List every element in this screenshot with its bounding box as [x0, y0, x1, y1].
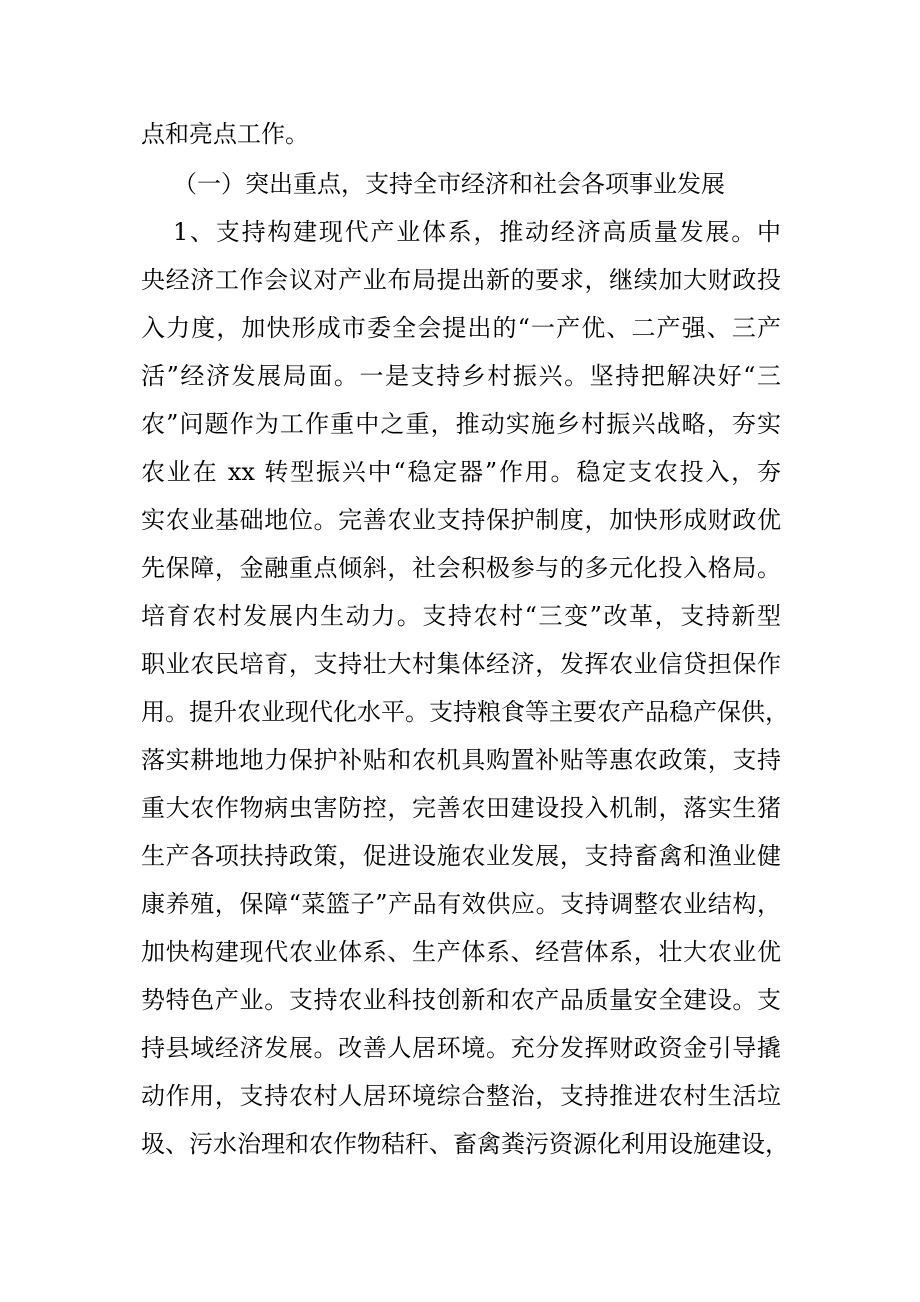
paragraph-line-14: 落实耕地地力保护补贴和农机具购置补贴等惠农政策，支持: [141, 746, 781, 774]
paragraph-line-16: 生产各项扶持政策，促进设施农业发展，支持畜禽和渔业健: [141, 842, 781, 870]
paragraph-line-11: 培育农村发展内生动力。支持农村“三变”改革，支持新型: [141, 602, 781, 630]
paragraph-line-13: 用。提升农业现代化水平。支持粮食等主要农产品稳产保供，: [141, 698, 789, 726]
paragraph-line-21: 动作用，支持农村人居环境综合整治，支持推进农村生活垃: [141, 1082, 781, 1110]
paragraph-line-18: 加快构建现代农业体系、生产体系、经营体系，壮大农业优: [141, 938, 781, 966]
paragraph-line-20: 持县域经济发展。改善人居环境。充分发挥财政资金引导撬: [141, 1034, 781, 1062]
paragraph-line-1: 点和亮点工作。: [141, 120, 309, 148]
paragraph-line-4: 央经济工作会议对产业布局提出新的要求，继续加大财政投: [141, 266, 781, 294]
paragraph-line-15: 重大农作物病虫害防控，完善农田建设投入机制，落实生猪: [141, 794, 781, 822]
paragraph-line-22: 圾、污水治理和农作物秸秆、畜禽粪污资源化利用设施建设，: [141, 1130, 789, 1158]
paragraph-line-12: 职业农民培育，支持壮大村集体经济，发挥农业信贷担保作: [141, 650, 781, 678]
section-heading: （一）突出重点，支持全市经济和社会各项事业发展: [173, 170, 725, 198]
paragraph-line-8: 农业在 xx 转型振兴中“稳定器”作用。稳定支农投入，夯: [141, 458, 781, 486]
paragraph-line-17: 康养殖，保障“菜篮子”产品有效供应。支持调整农业结构，: [141, 890, 781, 918]
paragraph-line-7: 农”问题作为工作重中之重，推动实施乡村振兴战略，夯实: [141, 410, 781, 438]
paragraph-line-6: 活”经济发展局面。一是支持乡村振兴。坚持把解决好“三: [141, 362, 781, 390]
paragraph-line-5: 入力度，加快形成市委全会提出的“一产优、二产强、三产: [141, 314, 781, 342]
paragraph-line-10: 先保障，金融重点倾斜，社会积极参与的多元化投入格局。: [141, 554, 781, 582]
paragraph-line-19: 势特色产业。支持农业科技创新和农产品质量安全建设。支: [141, 986, 781, 1014]
paragraph-line-3: 1、支持构建现代产业体系，推动经济高质量发展。中: [173, 218, 781, 246]
paragraph-line-9: 实农业基础地位。完善农业支持保护制度，加快形成财政优: [141, 506, 781, 534]
